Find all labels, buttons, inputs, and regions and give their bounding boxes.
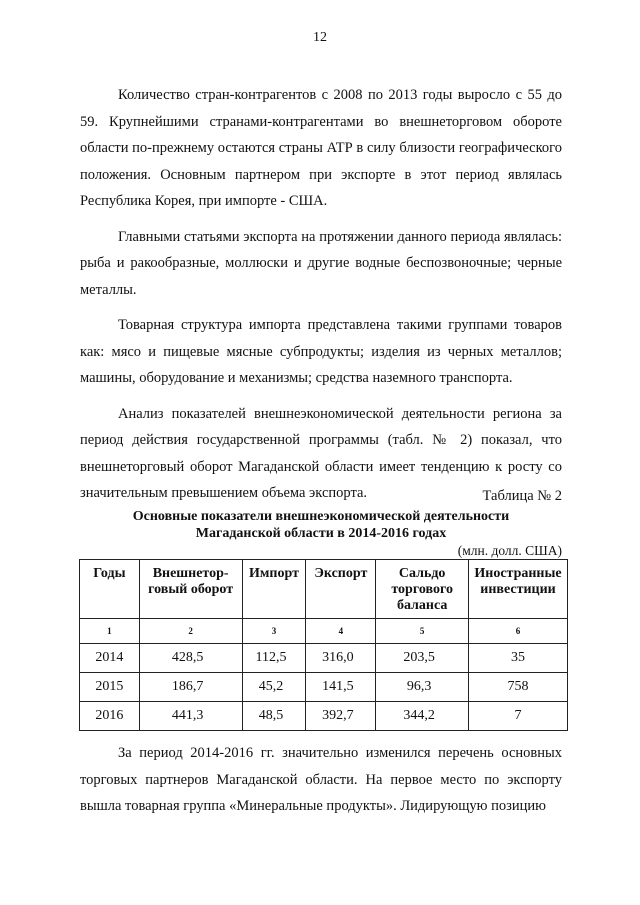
cell-turnover: 186,7 [139,673,242,702]
column-number: 2 [139,619,242,644]
cell-investments: 758 [469,673,568,702]
cell-import: 45,2 [242,673,306,702]
cell-export: 316,0 [306,644,376,673]
header-balance: Сальдо торгового баланса [376,560,469,619]
cell-turnover: 441,3 [139,702,242,731]
table-units: (млн. долл. США) [457,543,562,558]
cell-import: 112,5 [242,644,306,673]
cell-year: 2015 [80,673,140,702]
column-number: 3 [242,619,306,644]
table-title-line-1: Основные показатели внешнеэкономической деятельности [132,509,510,524]
column-number: 5 [376,619,469,644]
column-number-row [80,619,568,644]
column-number: 4 [306,619,376,644]
paragraph-3: Товарная структура импорта представлена такими группами товаров как: мясо и пищевые мясные субпродукты; изделия из черных металлов; машины, оборудование и механизмы; средства наземного транспорта. [80,317,562,386]
cell-export: 141,5 [306,673,376,702]
column-number: 6 [469,619,568,644]
cell-balance: 203,5 [376,644,469,673]
cell-year: 2014 [80,644,140,673]
header-import: Импорт [242,560,306,619]
cell-export: 392,7 [306,702,376,731]
column-number: 1 [80,619,140,644]
header-years: Годы [80,560,140,619]
table-row [80,702,568,731]
paragraph-1: Количество стран-контрагентов с 2008 по 2013 годы выросло с 55 до 59. Крупнейшими странами-контрагентами во внешнеторговом обороте области по-прежнему остаются страны АТР в силу близости географического положения. Основным партнером при экспорте в этот период являлась Республика Корея, при импорте - США. [80,87,562,209]
table-title-line-2: Магаданской области в 2014-2016 годах [195,526,447,541]
header-turnover: Внешнетор-говый оборот [139,560,242,619]
cell-year: 2016 [80,702,140,731]
closing-paragraph: За период 2014-2016 гг. значительно изменился перечень основных торговых партнеров Магаданской области. На первое место по экспорту вышла товарная группа «Минеральные продукты». Лидирующую позицию [80,745,562,814]
table-row [80,673,568,702]
cell-import: 48,5 [242,702,306,731]
cell-investments: 35 [469,644,568,673]
table-title [80,508,562,542]
closing-text [80,740,562,820]
header-export: Экспорт [306,560,376,619]
cell-balance: 96,3 [376,673,469,702]
cell-investments: 7 [469,702,568,731]
cell-balance: 344,2 [376,702,469,731]
foreign-trade-table [79,559,568,731]
header-investments: Иностранные инвестиции [469,560,568,619]
table-header-row [80,560,568,619]
table-row [80,644,568,673]
cell-turnover: 428,5 [139,644,242,673]
paragraph-2: Главными статьями экспорта на протяжении данного периода являлась: рыба и ракообразные, моллюски и другие водные беспозвоночные; черные металлы. [80,228,562,298]
table-label: Таблица № 2 [482,488,562,504]
body-text [80,82,562,516]
paragraph-4: Анализ показателей внешнеэкономической деятельности региона за период действия государственной программы (табл. № 2) показал, что внешнеторговый оборот Магаданской области имеет тенденцию к росту со значительным превышением объема экспорта. [80,405,562,501]
page-number: 12 [313,30,327,45]
